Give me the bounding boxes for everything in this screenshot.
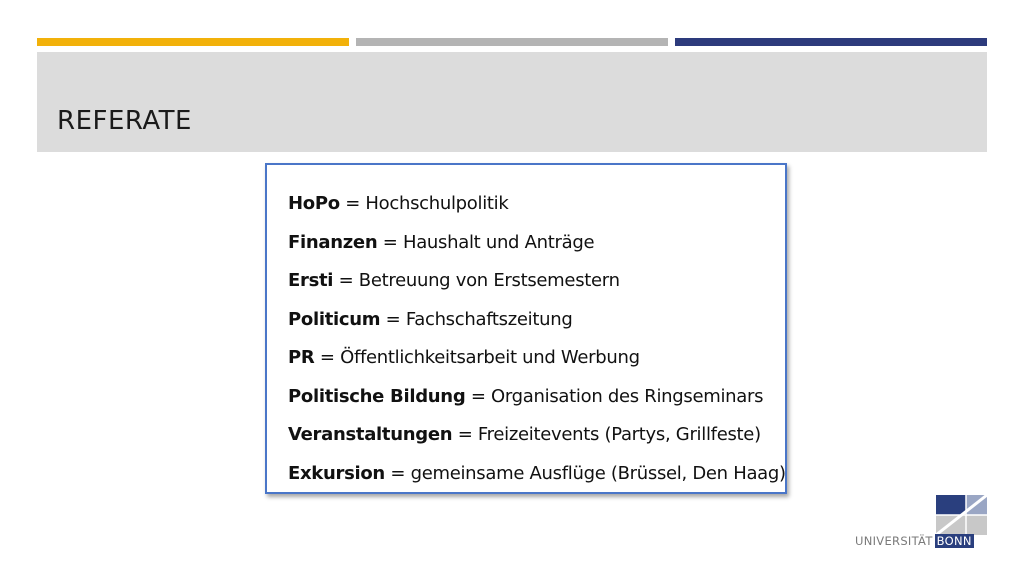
referat-term: Politicum — [288, 308, 381, 330]
referat-term: Ersti — [288, 270, 334, 291]
referat-entry — [288, 185, 786, 224]
referat-definition: = Hochschulpolitik — [339, 193, 509, 214]
referat-definition: = Haushalt und Anträge — [377, 231, 595, 253]
accent-stripe-yellow — [37, 38, 349, 46]
accent-stripe-navy — [675, 38, 987, 46]
university-logo-wordmark — [855, 534, 974, 548]
referat-definition: = Betreuung von Erstsemestern — [333, 270, 620, 291]
referat-term: PR — [288, 347, 315, 368]
referat-definition: = Organisation des Ringseminars — [465, 385, 764, 407]
referat-term: HoPo — [288, 193, 340, 214]
referat-entry — [288, 224, 786, 263]
referate-box — [265, 163, 787, 494]
referat-entry — [288, 455, 786, 494]
referate-list — [288, 185, 786, 493]
referat-definition: = Öffentlichkeitsarbeit und Werbung — [314, 347, 640, 368]
university-logo — [855, 495, 987, 549]
referat-term: Exkursion — [288, 462, 385, 484]
referat-entry — [288, 262, 786, 301]
referat-entry — [288, 416, 786, 455]
slide-title: REFERATE — [57, 106, 192, 136]
title-band — [37, 52, 987, 152]
university-logo-mark-icon — [936, 495, 987, 535]
referat-definition: = Fachschaftszeitung — [380, 308, 573, 330]
referat-term: Finanzen — [288, 231, 378, 253]
logo-word-bonn: BONN — [936, 534, 972, 548]
logo-word-universitaet: UNIVERSITÄT — [855, 534, 933, 548]
referat-term: Veranstaltungen — [288, 424, 453, 445]
referat-entry — [288, 339, 786, 378]
referat-definition: = gemeinsame Ausflüge (Brüssel, Den Haag) — [384, 462, 786, 484]
referat-entry — [288, 378, 786, 417]
referat-term: Politische Bildung — [288, 385, 466, 407]
referat-definition: = Freizeitevents (Partys, Grillfeste) — [452, 424, 761, 445]
referat-entry — [288, 301, 786, 340]
accent-stripe-gray — [356, 38, 668, 46]
